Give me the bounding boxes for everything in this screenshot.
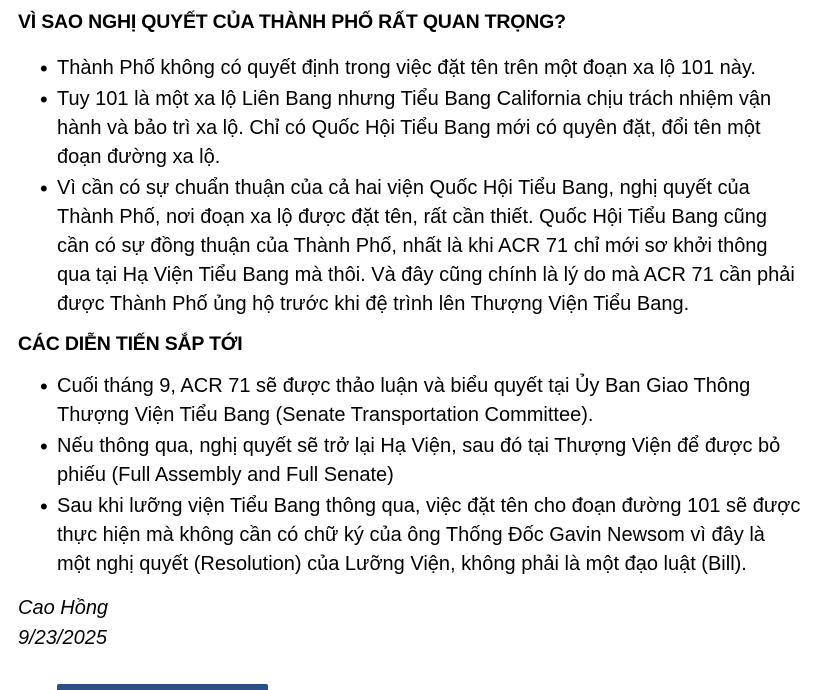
list-item — [18, 174, 807, 319]
section-1-heading: VÌ SAO NGHỊ QUYẾT CỦA THÀNH PHỐ RẤT QUAN TRỌNG? — [18, 11, 566, 33]
list-item — [18, 492, 807, 579]
bullet-text: Nếu thông qua, nghị quyết sẽ trở lại Hạ Viện, sau đó tại Thượng Viện để được bỏ phiếu (Full Assembly and Full Senate) — [57, 435, 781, 486]
list-item — [18, 85, 807, 172]
signature-author: Cao Hồng — [18, 597, 109, 619]
bullet-text: Thành Phố không có quyết định trong việc đặt tên trên một đoạn xa lộ 101 này. — [57, 57, 756, 79]
bullet-text: Vì cần có sự chuẩn thuận của cả hai viện Quốc Hội Tiểu Bang, nghị quyết của Thành Phố, nơi đoạn xa lộ được đặt tên, rất cần thiết. Quốc Hội Tiểu Bang cũng cần có sự đồng thuận của Thành Phố, nhất là khi ACR 71 chỉ mới sơ khởi thông qua tại Hạ Viện Tiểu Bang mà thôi. Và đây cũng chính là lý do mà ACR 71 cần phải được Thành Phố ủng hộ trước khi đệ trình lên Thượng Viện Tiểu Bang. — [57, 177, 795, 315]
section-2-bullet-list — [18, 372, 807, 579]
bullet-text: Tuy 101 là một xa lộ Liên Bang nhưng Tiểu Bang California chịu trách nhiệm vận hành và bảo trì xa lộ. Chỉ có Quốc Hội Tiểu Bang mới có quyên đặt, đổi tên một đoạn đường xa lộ. — [57, 88, 772, 168]
bullet-text: Cuối tháng 9, ACR 71 sẽ được thảo luận và biểu quyết tại Ủy Ban Giao Thông Thượng Viện Tiểu Bang (Senate Transportation Committee). — [57, 375, 751, 426]
bullet-text: Sau khi lưỡng viện Tiểu Bang thông qua, việc đặt tên cho đoạn đường 101 sẽ được thực hiện mà không cần có chữ ký của ông Thống Đốc Gavin Newsom vì đây là một nghị quyết (Resolution) của Lưỡng Viện, không phải là một đạo luật (Bill). — [57, 495, 801, 575]
section-2-heading: CÁC DIỄN TIẾN SẮP TỚI — [18, 333, 243, 355]
signature-block — [18, 593, 807, 653]
partial-blue-bar — [57, 684, 268, 690]
section-1-bullet-list — [18, 54, 807, 319]
signature-date: 9/23/2025 — [18, 627, 107, 649]
list-item — [18, 372, 807, 430]
list-item — [18, 432, 807, 490]
list-item — [18, 54, 807, 83]
